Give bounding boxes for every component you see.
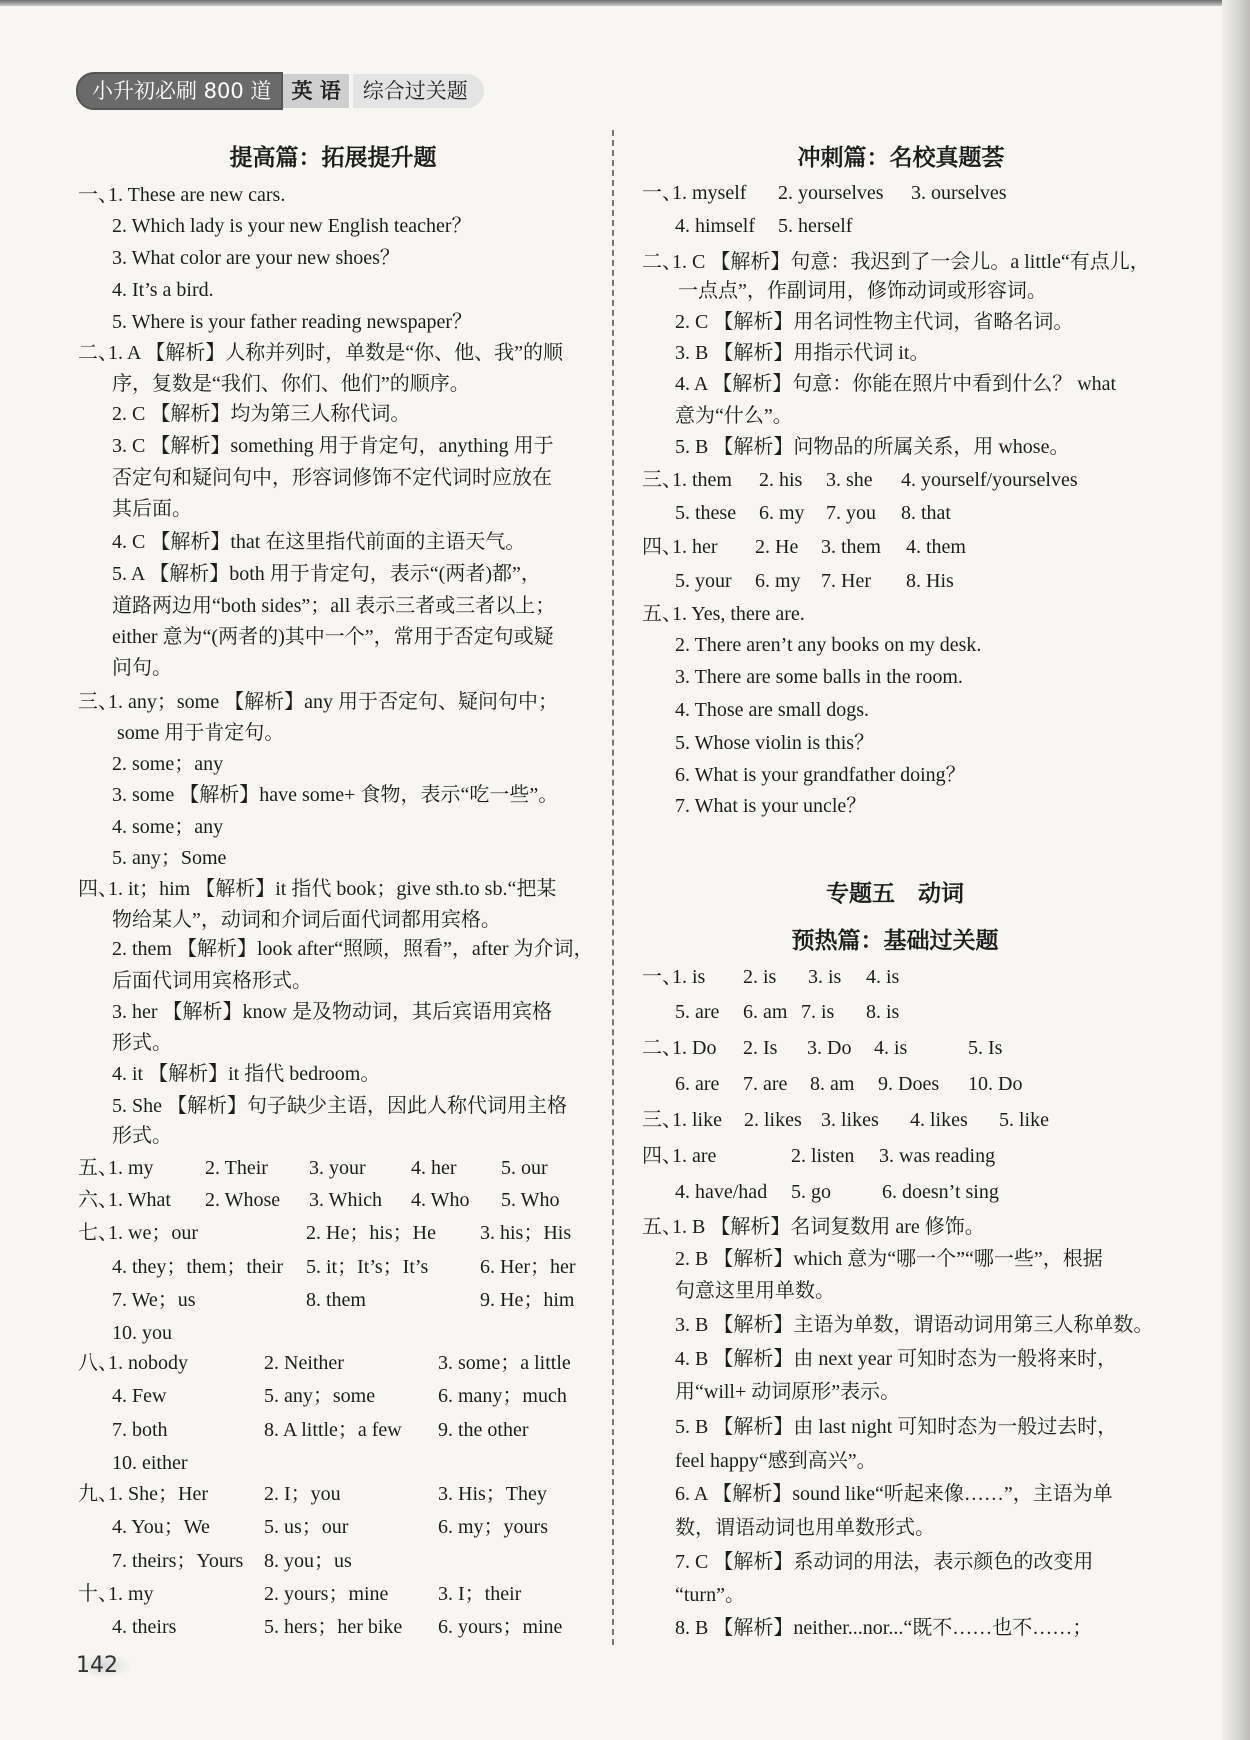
answer-text: 5. us；our: [264, 1516, 349, 1538]
answer-text: 5. Who: [501, 1189, 560, 1211]
question-group-number: 五、: [642, 603, 682, 625]
answer-text: 8. them: [306, 1289, 366, 1311]
answer-text: 7. theirs；Yours: [112, 1550, 244, 1572]
question-group-number: 一、: [642, 966, 682, 988]
question-group-number: 一、: [642, 182, 682, 204]
answer-text: 5. hers；her bike: [264, 1616, 403, 1638]
answer-text: 形式。: [112, 1032, 172, 1054]
question-group-number: 五、: [642, 1216, 682, 1238]
answer-text: 4. some；any: [112, 816, 224, 838]
answer-text: 1. myself: [672, 182, 747, 204]
answer-text: 2. yours；mine: [264, 1583, 389, 1605]
answer-text: 1. Do: [672, 1037, 717, 1059]
answer-text: 8. B 【解析】neither...nor...“既不……也不……；: [675, 1617, 1093, 1639]
answer-text: 3. some 【解析】have some+ 食物，表示“吃一些”。: [112, 784, 559, 806]
answer-text: 5. B 【解析】由 last night 可知时态为一般过去时，: [675, 1416, 1118, 1438]
answer-text: 5. our: [501, 1157, 548, 1179]
answer-text: 8. is: [866, 1001, 900, 1023]
answer-text: 3. his；His: [480, 1222, 572, 1244]
answer-text: 4. yourself/yourselves: [901, 469, 1078, 491]
answer-text: 2. I；you: [264, 1483, 341, 1505]
answer-text: 4. have/had: [675, 1181, 768, 1203]
answer-text: 1. A 【解析】人称并列时，单数是“你、他、我”的顺: [108, 342, 563, 364]
answer-text: 2. listen: [791, 1145, 855, 1167]
subject-label: 英 语: [283, 74, 348, 108]
page-binding-shadow: [1222, 0, 1250, 1740]
question-group-number: 一、: [78, 184, 118, 206]
answer-text: 2. He；his；He: [306, 1222, 436, 1244]
answer-text: 4. they；them；their: [112, 1256, 284, 1278]
question-group-number: 三、: [78, 691, 118, 713]
answer-text: 1. What: [108, 1189, 171, 1211]
question-group-number: 八、: [78, 1352, 118, 1374]
answer-text: 5. these: [675, 502, 737, 524]
answer-text: 2. Is: [743, 1037, 778, 1059]
answer-text: 2. B 【解析】which 意为“哪一个”“哪一些”，根据: [675, 1248, 1103, 1270]
answer-text: 8. am: [810, 1073, 855, 1095]
answer-text: 4. theirs: [112, 1616, 177, 1638]
header-banner: [76, 73, 484, 109]
answer-text: feel happy“感到高兴”。: [675, 1450, 877, 1472]
answer-text: some 用于肯定句。: [117, 722, 285, 744]
answer-text: 4. It’s a bird.: [112, 279, 214, 301]
answer-text: 2. C 【解析】均为第三人称代词。: [112, 403, 411, 425]
answer-text: 2. Which lady is your new English teacher？: [112, 215, 472, 237]
answer-text: 5. are: [675, 1001, 720, 1023]
answer-text: 意为“什么”。: [675, 405, 793, 427]
page-number: 142: [76, 1653, 132, 1678]
question-group-number: 十、: [78, 1583, 118, 1605]
answer-text: 8. A little；a few: [264, 1419, 402, 1441]
answer-text: 4. You；We: [112, 1516, 210, 1538]
answer-text: 5. Whose violin is this？: [675, 732, 875, 754]
question-group-number: 二、: [78, 342, 118, 364]
answer-text: 2. Neither: [264, 1352, 344, 1374]
question-group-number: 三、: [642, 469, 682, 491]
answer-text: 3. some；a little: [438, 1352, 571, 1374]
answer-text: 1. like: [672, 1109, 722, 1131]
answer-text: 3. she: [826, 469, 873, 491]
answer-text: 3. B 【解析】主语为单数，谓语动词用第三人称单数。: [675, 1314, 1154, 1336]
answer-text: 3. them: [821, 536, 881, 558]
column-divider: [612, 130, 614, 1645]
answer-text: 4. them: [906, 536, 966, 558]
answer-text: 6. doesn’t sing: [882, 1181, 999, 1203]
answer-text: 6. are: [675, 1073, 720, 1095]
book-label: 综合过关题: [353, 74, 484, 108]
answer-text: 5. herself: [778, 215, 853, 237]
answer-text: 7. What is your uncle？: [675, 795, 867, 817]
answer-text: 1. B 【解析】名词复数用 are 修饰。: [672, 1216, 985, 1238]
answer-text: 1. my: [108, 1157, 154, 1179]
answer-text: 7. both: [112, 1419, 168, 1441]
answer-text: 6. many；much: [438, 1385, 567, 1407]
answer-text: 1. Yes, there are.: [672, 603, 805, 625]
answer-text: 6. am: [743, 1001, 788, 1023]
answer-text: 5. go: [791, 1181, 831, 1203]
answer-text: 6. my: [759, 502, 805, 524]
answer-text: 6. yours；mine: [438, 1616, 563, 1638]
answer-text: 7. C 【解析】系动词的用法，表示颜色的改变用: [675, 1551, 1094, 1573]
answer-text: 6. my: [755, 570, 801, 592]
answer-text: 3. Which: [309, 1189, 382, 1211]
answer-text: 问句。: [112, 657, 172, 679]
answer-text: 3. her 【解析】know 是及物动词，其后宾语用宾格: [112, 1001, 552, 1023]
answer-text: 6. What is your grandfather doing？: [675, 764, 966, 786]
answer-text: 3. There are some balls in the room.: [675, 666, 963, 688]
answer-text: 7. you: [826, 502, 876, 524]
answer-text: 1. is: [672, 966, 706, 988]
answer-text: 4. Few: [112, 1385, 167, 1407]
answer-text: 1. are: [672, 1145, 717, 1167]
answer-text: 7. We；us: [112, 1289, 196, 1311]
answer-text: 7. is: [801, 1001, 835, 1023]
question-group-number: 四、: [642, 1145, 682, 1167]
answer-text: 8. His: [906, 570, 954, 592]
answer-text: 5. Is: [968, 1037, 1003, 1059]
answer-text: 数，谓语动词也用单数形式。: [675, 1517, 935, 1539]
answer-text: 5. any；Some: [112, 847, 227, 869]
answer-text: 2. Whose: [205, 1189, 281, 1211]
answer-text: 其后面。: [112, 498, 192, 520]
answer-text: 2. There aren’t any books on my desk.: [675, 634, 982, 656]
answer-text: 用“will+ 动词原形”表示。: [675, 1381, 901, 1403]
answer-text: 5. Where is your father reading newspaper？: [112, 311, 473, 333]
answer-text: 1. any；some 【解析】any 用于否定句、疑问句中；: [108, 691, 558, 713]
answer-text: 3. I；their: [438, 1583, 522, 1605]
subsection-title: 预热篇：基础过关题: [791, 928, 999, 953]
answer-text: 形式。: [112, 1125, 172, 1147]
left-section-title: 提高篇：拓展提升题: [229, 145, 437, 170]
answer-text: 1. C 【解析】句意：我迟到了一会儿。a little“有点儿，: [672, 251, 1150, 273]
answer-text: 1. it；him 【解析】it 指代 book；give sth.to sb.“把某: [108, 878, 557, 900]
answer-text: 10. either: [112, 1452, 188, 1474]
question-group-number: 九、: [78, 1483, 118, 1505]
answer-text: 4. Who: [411, 1189, 470, 1211]
answer-text: 4. is: [866, 966, 900, 988]
answer-text: 3. Do: [807, 1037, 852, 1059]
answer-text: 4. is: [874, 1037, 908, 1059]
answer-text: 4. Those are small dogs.: [675, 699, 870, 721]
answer-text: 物给某人”，动词和介词后面代词都用宾格。: [112, 909, 501, 931]
page-top-edge: [0, 0, 1250, 6]
answer-text: 5. your: [675, 570, 732, 592]
question-group-number: 五、: [78, 1157, 118, 1179]
answer-text: 后面代词用宾格形式。: [112, 970, 312, 992]
series-label: 小升初必刷 800 道: [76, 72, 283, 110]
question-group-number: 四、: [642, 536, 682, 558]
answer-text: “turn”。: [675, 1584, 745, 1606]
answer-text: 3. likes: [821, 1109, 879, 1131]
question-group-number: 二、: [642, 251, 682, 273]
answer-text: 3. was reading: [879, 1145, 996, 1167]
answer-text: 4. C 【解析】that 在这里指代前面的主语天气。: [112, 531, 526, 553]
answer-text: 3. is: [808, 966, 842, 988]
answer-text: 1. her: [672, 536, 718, 558]
answer-text: 5. like: [999, 1109, 1049, 1131]
answer-text: 1. my: [108, 1583, 154, 1605]
question-group-number: 四、: [78, 878, 118, 900]
answer-text: 5. A 【解析】both 用于肯定句，表示“(两者)都”，: [112, 563, 541, 585]
answer-text: 2. likes: [744, 1109, 802, 1131]
answer-text: either 意为“(两者的)其中一个”，常用于否定句或疑: [112, 626, 554, 648]
answer-text: 4. likes: [910, 1109, 968, 1131]
answer-text: 4. A 【解析】句意：你能在照片中看到什么？ what: [675, 373, 1117, 395]
answer-text: 序，复数是“我们、你们、他们”的顺序。: [112, 373, 470, 395]
answer-text: 10. you: [112, 1322, 172, 1344]
answer-text: 7. Her: [821, 570, 871, 592]
answer-text: 4. it 【解析】it 指代 bedroom。: [112, 1063, 381, 1085]
answer-text: 5. any；some: [264, 1385, 376, 1407]
answer-text: 4. B 【解析】由 next year 可知时态为一般将来时，: [675, 1348, 1118, 1370]
answer-text: 3. ourselves: [911, 182, 1007, 204]
question-group-number: 二、: [642, 1037, 682, 1059]
answer-text: 10. Do: [968, 1073, 1023, 1095]
answer-text: 3. B 【解析】用指示代词 it。: [675, 342, 930, 364]
answer-text: 9. He；him: [480, 1289, 575, 1311]
answer-text: 8. that: [901, 502, 951, 524]
answer-text: 1. we；our: [108, 1222, 198, 1244]
answer-text: 7. are: [743, 1073, 788, 1095]
answer-text: 4. himself: [675, 215, 755, 237]
answer-text: 2. Their: [205, 1157, 268, 1179]
right-section-title: 冲刺篇：名校真题荟: [797, 145, 1005, 170]
answer-text: 3. His；They: [438, 1483, 547, 1505]
answer-text: 9. Does: [878, 1073, 940, 1095]
question-group-number: 六、: [78, 1189, 118, 1211]
answer-text: 9. the other: [438, 1419, 529, 1441]
answer-text: 2. yourselves: [778, 182, 884, 204]
answer-text: 8. you；us: [264, 1550, 352, 1572]
answer-text: 3. What color are your new shoes？: [112, 247, 400, 269]
answer-text: 6. A 【解析】sound like“听起来像……”，主语为单: [675, 1483, 1113, 1505]
answer-text: 否定句和疑问句中，形容词修饰不定代词时应放在: [112, 467, 552, 489]
answer-text: 1. These are new cars.: [108, 184, 286, 206]
question-group-number: 七、: [78, 1222, 118, 1244]
answer-text: 5. She 【解析】句子缺少主语，因此人称代词用主格: [112, 1095, 567, 1117]
answer-text: 一点点”，作副词用，修饰动词或形容词。: [678, 280, 1047, 302]
answer-text: 5. it；It’s；It’s: [306, 1256, 429, 1278]
answer-text: 1. nobody: [108, 1352, 188, 1374]
question-group-number: 三、: [642, 1109, 682, 1131]
answer-text: 2. some；any: [112, 753, 224, 775]
answer-text: 1. She；Her: [108, 1483, 208, 1505]
answer-text: 3. C 【解析】something 用于肯定句，anything 用于: [112, 435, 554, 457]
answer-text: 2. them 【解析】look after“照顾，照看”，after 为介词，: [112, 938, 594, 960]
answer-text: 4. her: [411, 1157, 457, 1179]
answer-text: 5. B 【解析】问物品的所属关系，用 whose。: [675, 436, 1070, 458]
answer-text: 2. is: [743, 966, 777, 988]
answer-text: 2. C 【解析】用名词性物主代词，省略名词。: [675, 311, 1074, 333]
answer-text: 6. Her；her: [480, 1256, 576, 1278]
answer-text: 2. his: [759, 469, 803, 491]
answer-text: 1. them: [672, 469, 732, 491]
answer-text: 句意这里用单数。: [675, 1280, 835, 1302]
answer-text: 道路两边用“both sides”；all 表示三者或三者以上；: [112, 595, 556, 617]
answer-text: 3. your: [309, 1157, 366, 1179]
chapter-title: 专题五 动词: [826, 881, 964, 906]
answer-text: 6. my；yours: [438, 1516, 548, 1538]
answer-text: 2. He: [755, 536, 799, 558]
